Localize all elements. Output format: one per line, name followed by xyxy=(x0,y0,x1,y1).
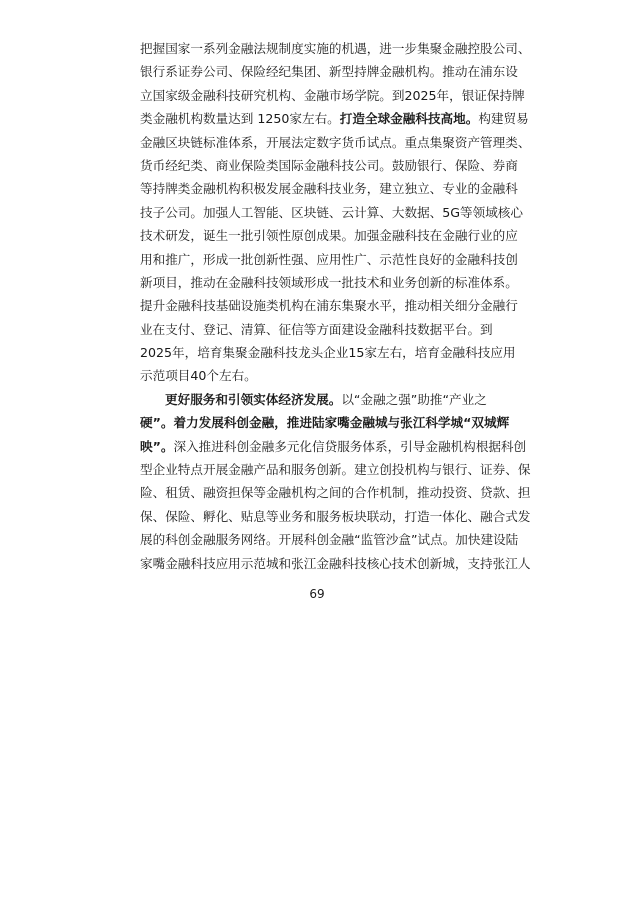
text-line xyxy=(140,458,531,481)
text-run: 技术研发，诞生一批引领性原创成果。加强金融科技在金融行业的应 xyxy=(140,228,518,244)
text-run: 新项目，推动在金融科技领域形成一批技术和业务创新的标准体系。 xyxy=(140,274,518,290)
text-run: 深入推进科创金融多元化信贷服务体系，引导金融机构根据科创 xyxy=(173,438,527,454)
text-line xyxy=(140,224,518,247)
text-line xyxy=(140,37,531,60)
text-line xyxy=(140,318,512,341)
text-line xyxy=(140,294,518,317)
text-run: 构建贸易 xyxy=(478,111,529,127)
text-run: 展的科创金融服务网络。开展科创金融“监管沙盒”试点。加快建设陆 xyxy=(140,532,519,548)
bold-text-run: 映”。 xyxy=(140,438,174,454)
text-run: 型企业特点开展金融产品和服务创新。建立创投机构与银行、证券、保 xyxy=(140,462,531,478)
bold-text-run: 更好服务和引领实体经济发展。 xyxy=(165,391,342,407)
text-run: 用和推广，形成一批创新性强、应用性广、示范性良好的金融科技创 xyxy=(140,251,518,267)
bold-text-run: 打造全球金融科技高地。 xyxy=(339,111,479,127)
text-run: 立国家级金融科技研究机构、金融市场学院。到2025年，银证保持牌 xyxy=(140,87,525,103)
text-line xyxy=(140,60,518,83)
text-run: 提升金融科技基础设施类机构在浦东集聚水平，推动相关细分金融行 xyxy=(140,298,518,314)
text-run: 金融区块链标准体系，开展法定数字货币试点。重点集聚资产管理类、 xyxy=(140,134,531,150)
paragraph-real-economy xyxy=(140,388,531,575)
text-run: 银行系证券公司、保险经纪集团、新型持牌金融机构。推动在浦东设 xyxy=(140,64,518,80)
page-number: 69 xyxy=(309,587,325,601)
text-run: 险、租赁、融资担保等金融机构之间的合作机制，推动投资、贷款、担 xyxy=(140,485,531,501)
body-text xyxy=(140,37,531,575)
text-run: 货币经纪类、商业保险类国际金融科技公司。鼓励银行、保险、券商 xyxy=(140,157,518,173)
text-line xyxy=(140,131,531,154)
text-line xyxy=(140,528,519,551)
text-line xyxy=(140,84,525,107)
text-line xyxy=(140,481,531,504)
text-line xyxy=(140,552,531,575)
text-line xyxy=(140,271,518,294)
bold-text-run: 硬”。着力发展科创金融，推进陆家嘴金融城与张江科学城“双城辉 xyxy=(140,415,510,431)
text-line xyxy=(140,364,512,387)
text-run: 等持牌类金融机构积极发展金融科技业务，建立独立、专业的金融科 xyxy=(140,181,518,197)
text-line xyxy=(140,388,512,411)
text-line xyxy=(140,435,527,458)
text-run: 家嘴金融科技应用示范城和张江金融科技核心技术创新城，支持张江人 xyxy=(140,555,531,571)
text-run: 业在支付、登记、清算、征信等方面建设金融科技数据平台。到 xyxy=(140,321,493,337)
text-line xyxy=(140,177,518,200)
text-run: 把握国家一系列金融法规制度实施的机遇，进一步集聚金融控股公司、 xyxy=(140,41,531,56)
text-line xyxy=(140,201,523,224)
text-run: 2025年，培育集聚金融科技龙头企业15家左右，培育金融科技应用 xyxy=(140,345,516,361)
text-run: 类金融机构数量达到 1250家左右。 xyxy=(140,111,340,127)
text-line xyxy=(140,248,518,271)
paragraph-financial-institutions xyxy=(140,37,531,388)
text-line xyxy=(140,107,529,130)
text-run: 保、保险、孵化、贴息等业务和服务板块联动，打造一体化、融合式发 xyxy=(140,508,531,524)
text-run: 以“金融之强”助推“产业之 xyxy=(341,391,487,407)
text-line xyxy=(140,154,518,177)
text-line xyxy=(140,505,531,528)
text-line xyxy=(140,411,512,434)
text-run: 技子公司。加强人工智能、区块链、云计算、大数据、5G等领域核心 xyxy=(140,204,523,220)
text-run: 示范项目40个左右。 xyxy=(140,368,257,384)
text-line xyxy=(140,341,516,364)
